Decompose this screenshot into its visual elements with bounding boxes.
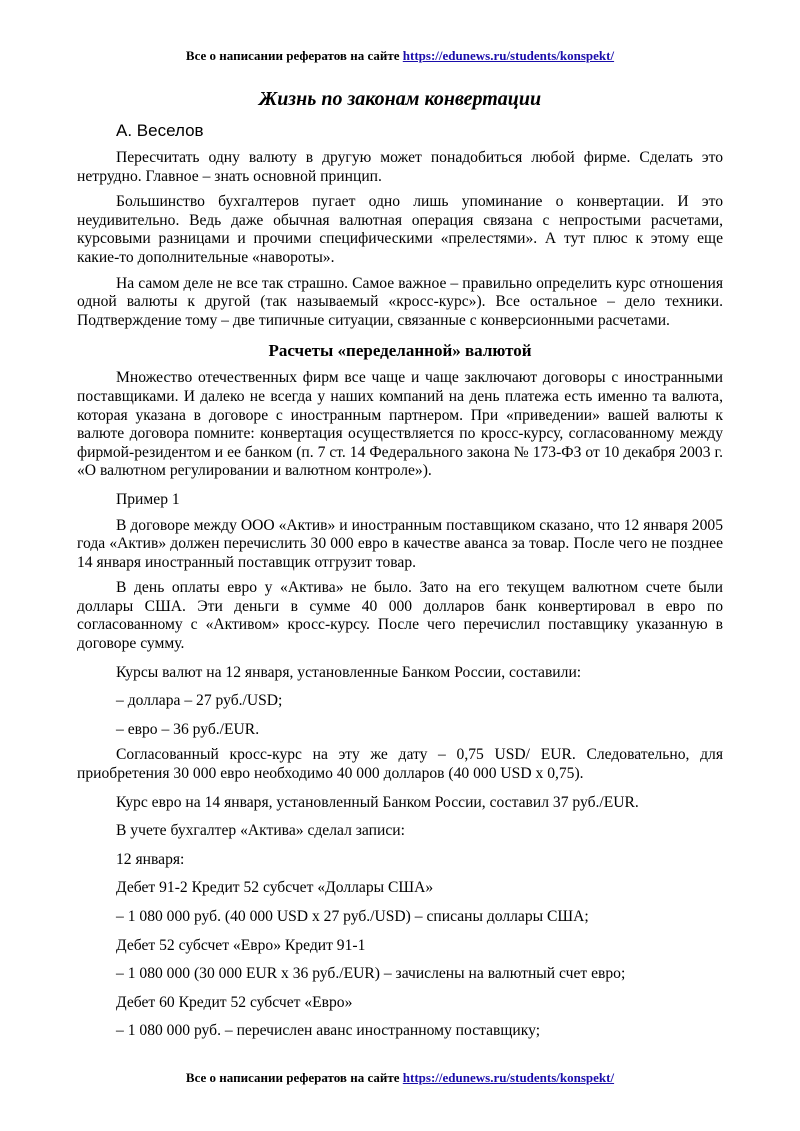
- example-label: Пример 1: [116, 490, 180, 508]
- footer-text: Все о написании рефератов на сайте: [185, 1070, 400, 1085]
- date-label: 12 января:: [116, 850, 185, 868]
- page-footer: [0, 1070, 800, 1086]
- list-item: – евро – 36 руб./EUR.: [116, 720, 260, 738]
- paragraph: Множество отечественных фирм все чаще и чаще заключают договоры с иностранными поставщиками. И далеко не всегда у наших компаний на день платежа есть именно та валюта, которая указана в договоре с иностранным партнером. При «приведении» вашей валюты к валюте договора помните: конвертация осуществляется по кросс-курсу, согласованному между фирмой-резидентом и ее банком (п. 7 ст. 14 Федерального закона № 173-ФЗ от 10 декабря 2003 г. «О валютном регулировании и валютном контроле»).: [77, 369, 723, 480]
- paragraph: Согласованный кросс-курс на эту же дату – 0,75 USD/ EUR. Следовательно, для приобретения 30 000 евро необходимо 40 000 долларов (40 000 USD x 0,75).: [77, 746, 723, 783]
- ledger-entry-amount: – 1 080 000 (30 000 EUR x 36 руб./EUR) – зачислены на валютный счет евро;: [116, 965, 626, 983]
- ledger-entry: Дебет 52 субсчет «Евро» Кредит 91-1: [116, 936, 366, 954]
- paragraph: В учете бухгалтер «Актива» сделал записи:: [116, 822, 405, 840]
- ledger-entry-amount: – 1 080 000 руб. – перечислен аванс иностранному поставщику;: [116, 1022, 541, 1040]
- paragraph: В договоре между ООО «Актив» и иностранным поставщиком сказано, что 12 января 2005 года «Актив» должен перечислить 30 000 евро в качестве аванса за товар. После чего не позднее 14 января иностранный поставщик отгрузит товар.: [77, 516, 723, 571]
- ledger-entry: Дебет 91-2 Кредит 52 субсчет «Доллары США»: [116, 879, 434, 897]
- paragraph: Большинство бухгалтеров пугает одно лишь упоминание о конвертации. И это неудивительно. Ведь даже обычная валютная операция связана с непростыми расчетами, курсовыми разницами и прочими специфическими «прелестями». А тут плюс к этому еще какие-то дополнительные «навороты».: [77, 193, 723, 266]
- header-link[interactable]: https://edunews.ru/students/konspekt/: [402, 48, 615, 63]
- paragraph: В день оплаты евро у «Актива» не было. Зато на его текущем валютном счете были доллары США. Эти деньги в сумме 40 000 долларов банк конвертировал в евро по согласованному с «Активом» кросс-курсу. После чего перечислил поставщику указанную в договоре сумму.: [77, 579, 723, 653]
- footer-link[interactable]: https://edunews.ru/students/konspekt/: [402, 1070, 615, 1085]
- ledger-entry: Дебет 60 Кредит 52 субсчет «Евро»: [116, 993, 353, 1011]
- section-title: Расчеты «переделанной» валютой: [268, 341, 532, 361]
- paragraph: На самом деле не все так страшно. Самое важное – правильно определить курс отношения одной валюты к другой (так называемый «кросс-курс»). Все остальное – дело техники. Подтверждение тому – две типичные ситуации, связанные с конверсионными расчетами.: [77, 274, 723, 329]
- page-header: [0, 48, 800, 64]
- header-text: Все о написании рефератов на сайте: [185, 48, 400, 63]
- paragraph: Курс евро на 14 января, установленный Банком России, составил 37 руб./EUR.: [116, 793, 639, 811]
- author: А. Веселов: [116, 121, 204, 140]
- document-title: Жизнь по законам конвертации: [258, 88, 542, 110]
- document-body: [77, 86, 723, 1041]
- paragraph: Курсы валют на 12 января, установленные Банком России, составили:: [116, 663, 582, 681]
- ledger-entry-amount: – 1 080 000 руб. (40 000 USD x 27 руб./USD) – списаны доллары США;: [116, 908, 589, 925]
- list-item: – доллара – 27 руб./USD;: [116, 692, 283, 710]
- paragraph: Пересчитать одну валюту в другую может понадобиться любой фирме. Сделать это нетрудно. Главное – знать основной принцип.: [77, 149, 723, 185]
